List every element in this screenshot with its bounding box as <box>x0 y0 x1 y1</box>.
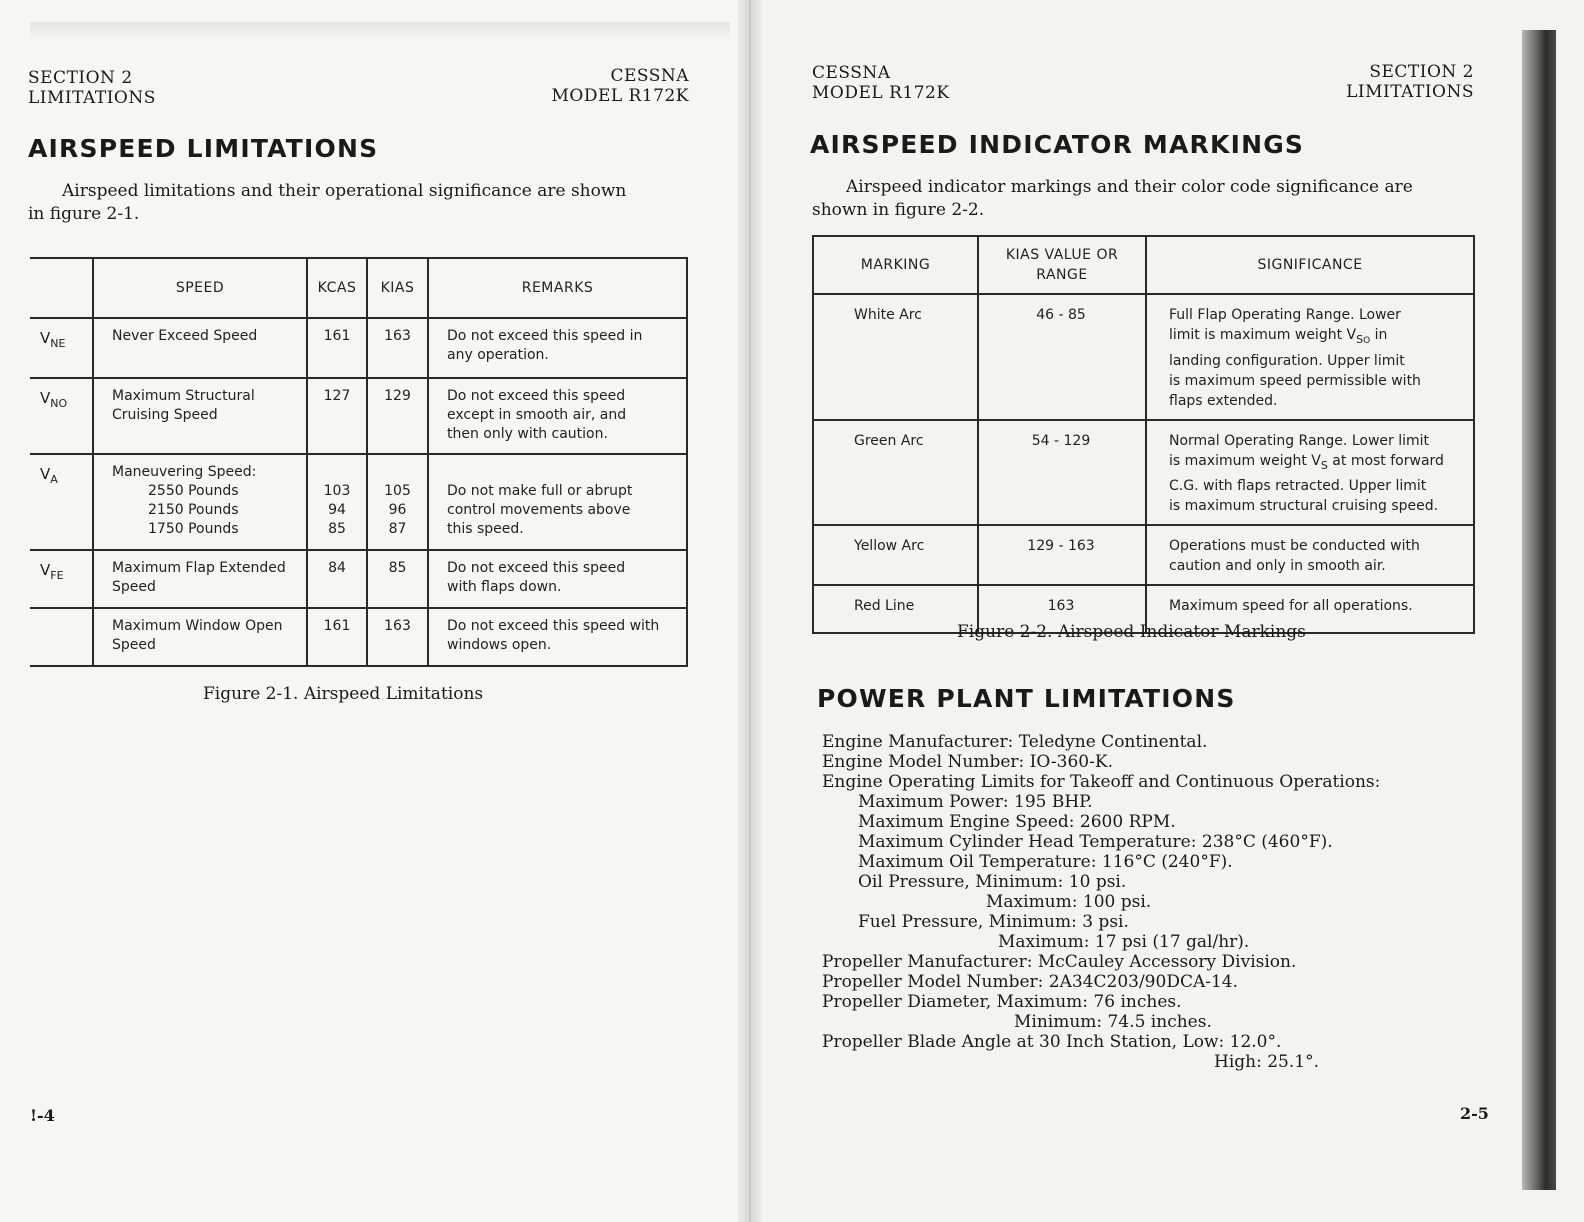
significance: Operations must be conducted with caution and only in smooth air. <box>1146 525 1474 585</box>
kias-value: 129 <box>367 378 428 454</box>
list-item: Maximum: 100 psi. <box>986 892 1152 912</box>
table-row <box>813 294 1474 420</box>
col-remarks: REMARKS <box>428 258 687 318</box>
kias-range: 129 - 163 <box>978 525 1146 585</box>
table-header-row <box>813 236 1474 294</box>
right-header-model: CESSNA MODEL R172K <box>812 63 950 103</box>
list-item: Maximum Power: 195 BHP. <box>858 792 1093 812</box>
list-item: Oil Pressure, Minimum: 10 psi. <box>858 872 1127 892</box>
left-page-number: !-4 <box>30 1106 55 1125</box>
list-item: Maximum: 17 psi (17 gal/hr). <box>998 932 1250 952</box>
list-item: Engine Operating Limits for Takeoff and Continuous Operations: <box>822 772 1381 792</box>
kcas-value: 161 <box>307 318 367 378</box>
kias-range: 163 <box>978 585 1146 633</box>
table-row <box>813 420 1474 525</box>
kias-range: 54 - 129 <box>978 420 1146 525</box>
speed-symbol: $V_{NE}$ <box>30 318 93 378</box>
marking-name: Yellow Arc <box>813 525 978 585</box>
col-speed: SPEED <box>93 258 307 318</box>
airspeed-limitations-title: AIRSPEED LIMITATIONS <box>28 134 379 163</box>
col-kias-range: KIAS VALUE OR RANGE <box>978 236 1146 294</box>
kcas-value: 127 <box>307 378 367 454</box>
airspeed-limitations-intro: Airspeed limitations and their operational significance are shown in figure 2-1. <box>28 181 627 224</box>
speed-symbol <box>30 608 93 666</box>
marking-name: White Arc <box>813 294 978 420</box>
power-plant-limitations-title: POWER PLANT LIMITATIONS <box>817 684 1236 713</box>
speed-symbol: $V_A$ <box>30 454 93 550</box>
speed-name: Maximum Flap Extended Speed <box>93 550 307 608</box>
marking-name: Green Arc <box>813 420 978 525</box>
airspeed-indicator-markings-title: AIRSPEED INDICATOR MARKINGS <box>810 130 1305 159</box>
kias-value: 105 96 87 <box>367 454 428 550</box>
figure-2-2-caption: Figure 2-2. Airspeed Indicator Markings <box>957 622 1306 642</box>
speed-name: Maneuvering Speed: 2550 Pounds 2150 Pounds 1750 Pounds <box>93 454 307 550</box>
significance: Full Flap Operating Range. Lower limit is maximum weight $V_{SO}$ in landing configuration. Upper limit is maximum speed permissible with flaps extended. <box>1146 294 1474 420</box>
col-kcas: KCAS <box>307 258 367 318</box>
list-item: Engine Manufacturer: Teledyne Continental. <box>822 732 1208 752</box>
remarks: Do not make full or abrupt control movements above this speed. <box>428 454 687 550</box>
speed-name: Never Exceed Speed <box>93 318 307 378</box>
list-item: Fuel Pressure, Minimum: 3 psi. <box>858 912 1129 932</box>
kias-value: 85 <box>367 550 428 608</box>
speed-name: Maximum Window Open Speed <box>93 608 307 666</box>
kias-range: 46 - 85 <box>978 294 1146 420</box>
table-row <box>30 378 687 454</box>
page-shadow <box>30 22 730 40</box>
table-header-row <box>30 258 687 318</box>
table-row <box>813 525 1474 585</box>
marking-name: Red Line <box>813 585 978 633</box>
table-row <box>30 608 687 666</box>
list-item: Maximum Engine Speed: 2600 RPM. <box>858 812 1176 832</box>
remarks: Do not exceed this speed with windows open. <box>428 608 687 666</box>
significance: Maximum speed for all operations. <box>1146 585 1474 633</box>
page-edge <box>1522 30 1556 1190</box>
col-marking: MARKING <box>813 236 978 294</box>
left-header-model: CESSNA MODEL R172K <box>551 66 689 106</box>
list-item: Maximum Oil Temperature: 116°C (240°F). <box>858 852 1233 872</box>
list-item: Engine Model Number: IO-360-K. <box>822 752 1113 772</box>
table-row <box>30 454 687 550</box>
figure-2-1-caption: Figure 2-1. Airspeed Limitations <box>203 684 484 704</box>
right-header-section: SECTION 2 LIMITATIONS <box>1346 62 1474 102</box>
col-significance: SIGNIFICANCE <box>1146 236 1474 294</box>
airspeed-indicator-intro: Airspeed indicator markings and their color code significance are shown in figure 2-2. <box>812 177 1413 220</box>
kias-value: 163 <box>367 608 428 666</box>
list-item: Propeller Model Number: 2A34C203/90DCA-14. <box>822 972 1239 992</box>
significance: Normal Operating Range. Lower limit is maximum weight $V_S$ at most forward C.G. with flaps retracted. Upper limit is maximum structural cruising speed. <box>1146 420 1474 525</box>
list-item: Propeller Manufacturer: McCauley Accessory Division. <box>822 952 1297 972</box>
power-plant-list <box>822 732 1380 1072</box>
list-item: High: 25.1°. <box>1214 1052 1319 1072</box>
kcas-value: 84 <box>307 550 367 608</box>
book-spine <box>738 0 762 1222</box>
kias-value: 163 <box>367 318 428 378</box>
speed-symbol: $V_{FE}$ <box>30 550 93 608</box>
table-row <box>30 318 687 378</box>
remarks: Do not exceed this speed except in smooth air, and then only with caution. <box>428 378 687 454</box>
airspeed-markings-table <box>812 235 1475 634</box>
list-item: Propeller Diameter, Maximum: 76 inches. <box>822 992 1182 1012</box>
left-header-section: SECTION 2 LIMITATIONS <box>28 68 156 108</box>
speed-name: Maximum Structural Cruising Speed <box>93 378 307 454</box>
remarks: Do not exceed this speed with flaps down. <box>428 550 687 608</box>
speed-symbol: $V_{NO}$ <box>30 378 93 454</box>
kcas-value: 161 <box>307 608 367 666</box>
airspeed-limitations-table <box>30 257 688 667</box>
remarks: Do not exceed this speed in any operation. <box>428 318 687 378</box>
list-item: Maximum Cylinder Head Temperature: 238°C (460°F). <box>858 832 1333 852</box>
right-page-number: 2-5 <box>1460 1104 1489 1123</box>
list-item: Minimum: 74.5 inches. <box>1014 1012 1212 1032</box>
table-row <box>30 550 687 608</box>
kcas-value: 103 94 85 <box>307 454 367 550</box>
col-kias: KIAS <box>367 258 428 318</box>
list-item: Propeller Blade Angle at 30 Inch Station, Low: 12.0°. <box>822 1032 1282 1052</box>
